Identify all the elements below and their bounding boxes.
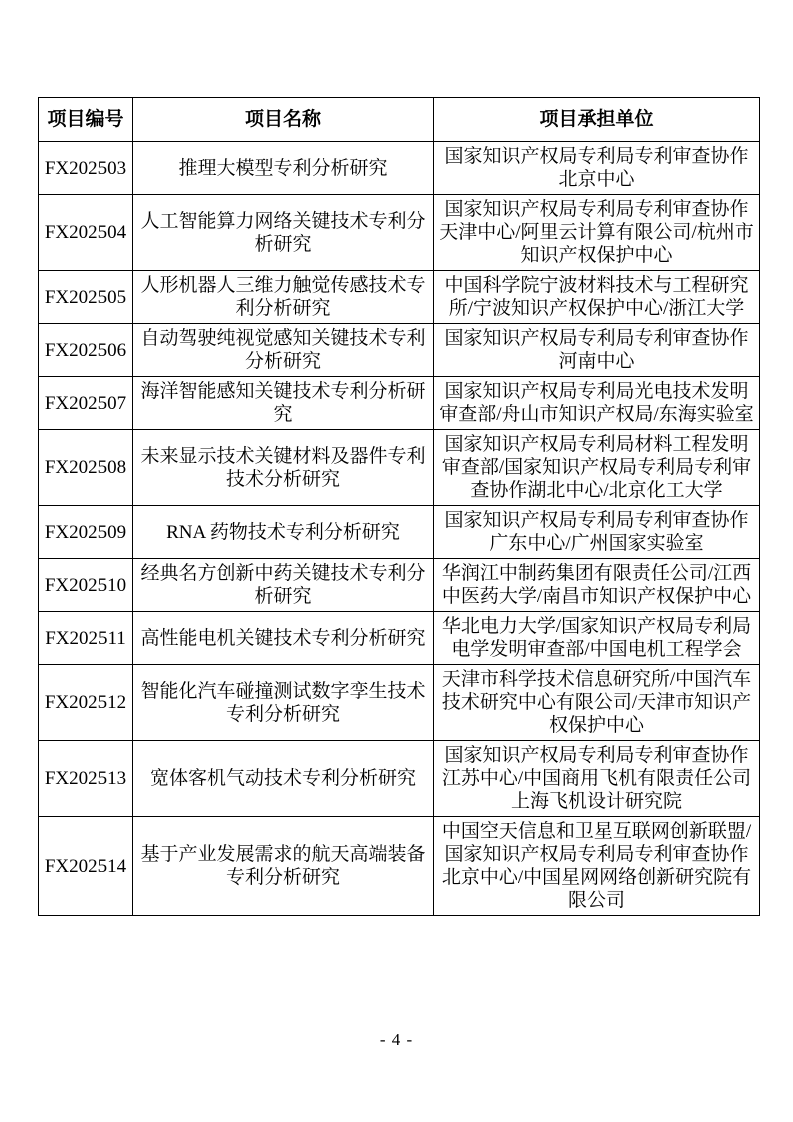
table-row: [39, 324, 760, 377]
table-row: [39, 195, 760, 271]
table-row: [39, 665, 760, 741]
project-name-cell: 推理大模型专利分析研究: [133, 142, 434, 195]
project-name-cell: 人工智能算力网络关键技术专利分析研究: [133, 195, 434, 271]
project-id-cell: FX202512: [39, 665, 133, 741]
table-row: [39, 142, 760, 195]
project-org-cell: 中国空天信息和卫星互联网创新联盟/国家知识产权局专利局专利审查协作北京中心/中国星网网络创新研究院有限公司: [434, 817, 760, 916]
project-id-cell: FX202510: [39, 559, 133, 612]
project-id-cell: FX202509: [39, 506, 133, 559]
project-org-cell: 国家知识产权局专利局专利审查协作江苏中心/中国商用飞机有限责任公司上海飞机设计研究院: [434, 741, 760, 817]
project-id-cell: FX202504: [39, 195, 133, 271]
project-org-cell: 国家知识产权局专利局专利审查协作广东中心/广州国家实验室: [434, 506, 760, 559]
project-org-cell: 国家知识产权局专利局专利审查协作河南中心: [434, 324, 760, 377]
column-header-project-org: 项目承担单位: [434, 98, 760, 142]
project-org-cell: 华润江中制药集团有限责任公司/江西中医药大学/南昌市知识产权保护中心: [434, 559, 760, 612]
column-header-project-name: 项目名称: [133, 98, 434, 142]
project-org-cell: 国家知识产权局专利局专利审查协作北京中心: [434, 142, 760, 195]
table-row: [39, 271, 760, 324]
project-name-cell: RNA 药物技术专利分析研究: [133, 506, 434, 559]
project-table-body: [39, 142, 760, 916]
project-name-cell: 基于产业发展需求的航天高端装备专利分析研究: [133, 817, 434, 916]
table-row: [39, 377, 760, 430]
table-row: [39, 506, 760, 559]
project-org-cell: 国家知识产权局专利局专利审查协作天津中心/阿里云计算有限公司/杭州市知识产权保护中心: [434, 195, 760, 271]
header-row: [39, 98, 760, 142]
project-name-cell: 经典名方创新中药关键技术专利分析研究: [133, 559, 434, 612]
project-id-cell: FX202514: [39, 817, 133, 916]
project-table: [38, 97, 760, 916]
project-name-cell: 海洋智能感知关键技术专利分析研究: [133, 377, 434, 430]
project-name-cell: 高性能电机关键技术专利分析研究: [133, 612, 434, 665]
project-name-cell: 未来显示技术关键材料及器件专利技术分析研究: [133, 430, 434, 506]
project-name-cell: 智能化汽车碰撞测试数字孪生技术专利分析研究: [133, 665, 434, 741]
project-name-cell: 人形机器人三维力触觉传感技术专利分析研究: [133, 271, 434, 324]
table-row: [39, 741, 760, 817]
project-id-cell: FX202507: [39, 377, 133, 430]
project-id-cell: FX202503: [39, 142, 133, 195]
project-id-cell: FX202511: [39, 612, 133, 665]
column-header-project-id: 项目编号: [39, 98, 133, 142]
project-id-cell: FX202508: [39, 430, 133, 506]
project-id-cell: FX202506: [39, 324, 133, 377]
table-row: [39, 612, 760, 665]
project-org-cell: 国家知识产权局专利局材料工程发明审查部/国家知识产权局专利局专利审查协作湖北中心/北京化工大学: [434, 430, 760, 506]
project-id-cell: FX202513: [39, 741, 133, 817]
project-org-cell: 天津市科学技术信息研究所/中国汽车技术研究中心有限公司/天津市知识产权保护中心: [434, 665, 760, 741]
page-number: - 4 -: [379, 1030, 414, 1049]
project-name-cell: 自动驾驶纯视觉感知关键技术专利分析研究: [133, 324, 434, 377]
project-org-cell: 国家知识产权局专利局光电技术发明审查部/舟山市知识产权局/东海实验室: [434, 377, 760, 430]
project-name-cell: 宽体客机气动技术专利分析研究: [133, 741, 434, 817]
table-row: [39, 559, 760, 612]
project-id-cell: FX202505: [39, 271, 133, 324]
project-org-cell: 华北电力大学/国家知识产权局专利局电学发明审查部/中国电机工程学会: [434, 612, 760, 665]
table-row: [39, 817, 760, 916]
project-org-cell: 中国科学院宁波材料技术与工程研究所/宁波知识产权保护中心/浙江大学: [434, 271, 760, 324]
project-table-header: [39, 98, 760, 142]
table-row: [39, 430, 760, 506]
